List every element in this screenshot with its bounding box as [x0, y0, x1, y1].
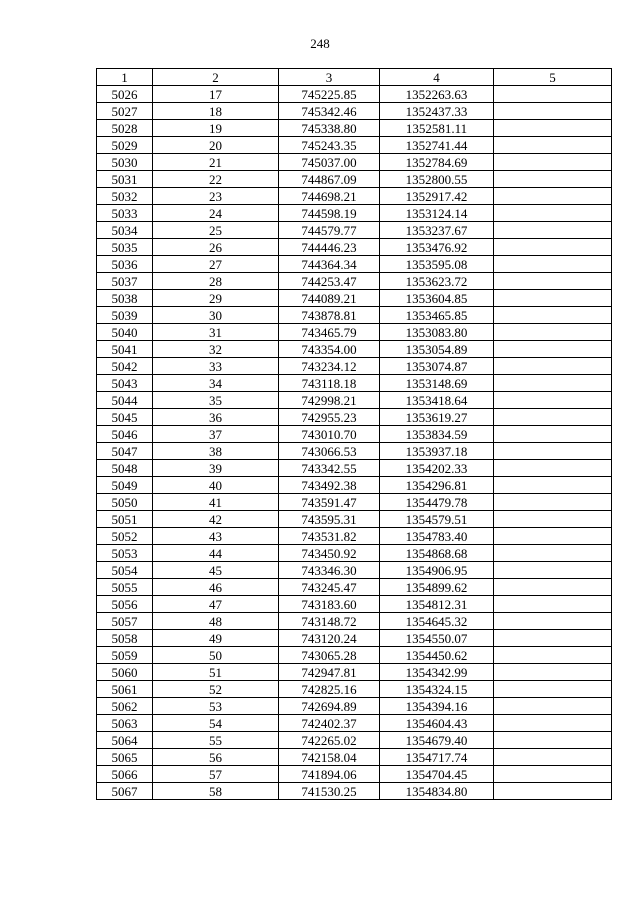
table-cell: 49 — [153, 630, 279, 647]
coordinates-table — [96, 68, 612, 800]
table-cell — [494, 222, 612, 239]
table-cell: 5057 — [97, 613, 153, 630]
table-cell: 1354812.31 — [380, 596, 494, 613]
table-row — [97, 562, 612, 579]
table-cell: 1354679.40 — [380, 732, 494, 749]
table-cell: 1353074.87 — [380, 358, 494, 375]
table-row — [97, 511, 612, 528]
table-cell: 45 — [153, 562, 279, 579]
table-row — [97, 698, 612, 715]
table-cell: 52 — [153, 681, 279, 698]
table-cell: 54 — [153, 715, 279, 732]
table-cell: 1354834.80 — [380, 783, 494, 800]
table-row — [97, 392, 612, 409]
table-cell: 742694.89 — [279, 698, 380, 715]
table-row — [97, 188, 612, 205]
table-cell — [494, 290, 612, 307]
table-cell: 1353418.64 — [380, 392, 494, 409]
table-cell: 1354899.62 — [380, 579, 494, 596]
table-row — [97, 783, 612, 800]
table-row — [97, 647, 612, 664]
table-cell: 5064 — [97, 732, 153, 749]
table-cell: 743234.12 — [279, 358, 380, 375]
table-cell: 742265.02 — [279, 732, 380, 749]
table-cell: 743120.24 — [279, 630, 380, 647]
table-cell: 1352917.42 — [380, 188, 494, 205]
table-cell: 744579.77 — [279, 222, 380, 239]
table-cell — [494, 341, 612, 358]
table-row — [97, 426, 612, 443]
table-cell: 1354868.68 — [380, 545, 494, 562]
table-cell: 5054 — [97, 562, 153, 579]
table-cell: 5059 — [97, 647, 153, 664]
table-cell: 1353623.72 — [380, 273, 494, 290]
table-cell — [494, 409, 612, 426]
table-cell — [494, 579, 612, 596]
table-cell: 741894.06 — [279, 766, 380, 783]
table-cell: 5032 — [97, 188, 153, 205]
table-cell — [494, 324, 612, 341]
table-cell: 1354550.07 — [380, 630, 494, 647]
table-cell: 5048 — [97, 460, 153, 477]
table-row — [97, 613, 612, 630]
table-cell: 1353595.08 — [380, 256, 494, 273]
table-cell: 50 — [153, 647, 279, 664]
table-cell: 1354604.43 — [380, 715, 494, 732]
table-cell — [494, 698, 612, 715]
table-cell: 48 — [153, 613, 279, 630]
table-cell: 1353619.27 — [380, 409, 494, 426]
table-cell: 742402.37 — [279, 715, 380, 732]
table-row — [97, 171, 612, 188]
table-row — [97, 630, 612, 647]
table-cell: 21 — [153, 154, 279, 171]
table-row — [97, 222, 612, 239]
table-cell — [494, 205, 612, 222]
table-row — [97, 545, 612, 562]
table-cell — [494, 681, 612, 698]
table-cell: 742825.16 — [279, 681, 380, 698]
table-cell: 5042 — [97, 358, 153, 375]
table-cell: 1354296.81 — [380, 477, 494, 494]
table-cell — [494, 120, 612, 137]
table-cell: 18 — [153, 103, 279, 120]
table-cell: 1353148.69 — [380, 375, 494, 392]
table-cell: 743346.30 — [279, 562, 380, 579]
table-row — [97, 460, 612, 477]
table-cell: 743118.18 — [279, 375, 380, 392]
table-cell: 1352800.55 — [380, 171, 494, 188]
table-row — [97, 579, 612, 596]
table-cell: 36 — [153, 409, 279, 426]
table-header-row — [97, 69, 612, 86]
table-cell: 5036 — [97, 256, 153, 273]
table-row — [97, 681, 612, 698]
table-cell: 1354704.45 — [380, 766, 494, 783]
table-cell: 5047 — [97, 443, 153, 460]
table-cell: 53 — [153, 698, 279, 715]
table-row — [97, 664, 612, 681]
table-cell: 743066.53 — [279, 443, 380, 460]
table-row — [97, 749, 612, 766]
table-cell — [494, 494, 612, 511]
table-cell: 47 — [153, 596, 279, 613]
table-cell: 1354450.62 — [380, 647, 494, 664]
table-row — [97, 86, 612, 103]
table-cell: 30 — [153, 307, 279, 324]
table-row — [97, 494, 612, 511]
table-cell: 1354202.33 — [380, 460, 494, 477]
table-cell: 1353937.18 — [380, 443, 494, 460]
table-cell — [494, 392, 612, 409]
table-cell: 40 — [153, 477, 279, 494]
table-cell: 46 — [153, 579, 279, 596]
table-cell — [494, 307, 612, 324]
table-cell — [494, 664, 612, 681]
table-cell: 44 — [153, 545, 279, 562]
table-cell: 5035 — [97, 239, 153, 256]
table-cell: 57 — [153, 766, 279, 783]
table-cell: 55 — [153, 732, 279, 749]
table-cell: 742158.04 — [279, 749, 380, 766]
table-cell: 51 — [153, 664, 279, 681]
table-cell: 745342.46 — [279, 103, 380, 120]
table-cell: 41 — [153, 494, 279, 511]
table-cell: 5061 — [97, 681, 153, 698]
table-cell: 744698.21 — [279, 188, 380, 205]
table-cell: 27 — [153, 256, 279, 273]
table-cell: 745037.00 — [279, 154, 380, 171]
table-cell — [494, 562, 612, 579]
table-cell: 743342.55 — [279, 460, 380, 477]
table-cell — [494, 137, 612, 154]
table-row — [97, 375, 612, 392]
table-row — [97, 715, 612, 732]
table-cell: 43 — [153, 528, 279, 545]
table-cell: 1353054.89 — [380, 341, 494, 358]
table-cell: 5050 — [97, 494, 153, 511]
table-cell: 24 — [153, 205, 279, 222]
table-cell — [494, 749, 612, 766]
table-cell: 742998.21 — [279, 392, 380, 409]
table-cell: 743010.70 — [279, 426, 380, 443]
table-cell: 5063 — [97, 715, 153, 732]
table-cell: 5038 — [97, 290, 153, 307]
table-cell: 1353237.67 — [380, 222, 494, 239]
column-header: 2 — [153, 69, 279, 86]
table-cell: 745225.85 — [279, 86, 380, 103]
table-cell: 743245.47 — [279, 579, 380, 596]
table-cell: 5041 — [97, 341, 153, 358]
table-cell: 5060 — [97, 664, 153, 681]
table-row — [97, 256, 612, 273]
table-cell — [494, 103, 612, 120]
table-cell: 1354324.15 — [380, 681, 494, 698]
table-cell: 743465.79 — [279, 324, 380, 341]
table-cell: 743354.00 — [279, 341, 380, 358]
table-row — [97, 103, 612, 120]
table-cell — [494, 358, 612, 375]
table-cell — [494, 426, 612, 443]
table-cell: 5045 — [97, 409, 153, 426]
table-cell: 1354579.51 — [380, 511, 494, 528]
table-row — [97, 766, 612, 783]
table-cell: 1354479.78 — [380, 494, 494, 511]
table-cell: 22 — [153, 171, 279, 188]
table-cell: 743595.31 — [279, 511, 380, 528]
column-header: 4 — [380, 69, 494, 86]
table-cell: 5033 — [97, 205, 153, 222]
table-cell — [494, 154, 612, 171]
table-cell: 744446.23 — [279, 239, 380, 256]
table-cell — [494, 596, 612, 613]
table-cell: 744867.09 — [279, 171, 380, 188]
table-cell — [494, 239, 612, 256]
table-row — [97, 528, 612, 545]
table-row — [97, 732, 612, 749]
table-cell: 743878.81 — [279, 307, 380, 324]
table-cell: 35 — [153, 392, 279, 409]
table-cell: 744089.21 — [279, 290, 380, 307]
table-cell — [494, 188, 612, 205]
table-row — [97, 324, 612, 341]
table-cell: 25 — [153, 222, 279, 239]
table-cell: 5037 — [97, 273, 153, 290]
table-cell: 5055 — [97, 579, 153, 596]
table-cell — [494, 766, 612, 783]
table-cell — [494, 545, 612, 562]
table-cell: 744253.47 — [279, 273, 380, 290]
table-cell — [494, 630, 612, 647]
table-cell: 5043 — [97, 375, 153, 392]
table-cell: 5052 — [97, 528, 153, 545]
table-cell — [494, 613, 612, 630]
table-cell: 5065 — [97, 749, 153, 766]
table-row — [97, 239, 612, 256]
table-row — [97, 341, 612, 358]
table-cell: 5039 — [97, 307, 153, 324]
table-cell: 31 — [153, 324, 279, 341]
table-cell: 1353476.92 — [380, 239, 494, 256]
table-cell: 1352437.33 — [380, 103, 494, 120]
table-cell: 5053 — [97, 545, 153, 562]
table-cell: 5058 — [97, 630, 153, 647]
table-cell: 1353834.59 — [380, 426, 494, 443]
table-cell: 56 — [153, 749, 279, 766]
table-cell: 1352581.11 — [380, 120, 494, 137]
table-cell: 1354342.99 — [380, 664, 494, 681]
table-cell: 1353465.85 — [380, 307, 494, 324]
table-cell: 1352784.69 — [380, 154, 494, 171]
column-header: 1 — [97, 69, 153, 86]
table-cell — [494, 528, 612, 545]
table-cell: 744364.34 — [279, 256, 380, 273]
table-cell — [494, 647, 612, 664]
table-cell: 1352263.63 — [380, 86, 494, 103]
table-cell — [494, 477, 612, 494]
table-cell — [494, 443, 612, 460]
table-cell: 743450.92 — [279, 545, 380, 562]
table-row — [97, 307, 612, 324]
table-cell — [494, 273, 612, 290]
table-body — [97, 86, 612, 800]
table-cell — [494, 715, 612, 732]
table-cell: 5026 — [97, 86, 153, 103]
table-cell — [494, 511, 612, 528]
table-cell: 5051 — [97, 511, 153, 528]
table-cell: 5029 — [97, 137, 153, 154]
table-row — [97, 477, 612, 494]
table-row — [97, 409, 612, 426]
table-row — [97, 154, 612, 171]
table-cell: 5034 — [97, 222, 153, 239]
table-row — [97, 273, 612, 290]
table-cell: 5062 — [97, 698, 153, 715]
table-cell: 745243.35 — [279, 137, 380, 154]
table-cell: 744598.19 — [279, 205, 380, 222]
table-row — [97, 205, 612, 222]
table-cell: 23 — [153, 188, 279, 205]
table-cell — [494, 171, 612, 188]
table-cell — [494, 256, 612, 273]
table-cell: 38 — [153, 443, 279, 460]
table-cell: 1354783.40 — [380, 528, 494, 545]
table-cell: 1354645.32 — [380, 613, 494, 630]
table-row — [97, 120, 612, 137]
table-cell: 19 — [153, 120, 279, 137]
table-cell: 29 — [153, 290, 279, 307]
column-header: 3 — [279, 69, 380, 86]
table-cell: 34 — [153, 375, 279, 392]
table-cell: 743591.47 — [279, 494, 380, 511]
table-cell: 745338.80 — [279, 120, 380, 137]
table-row — [97, 137, 612, 154]
table-cell — [494, 783, 612, 800]
table-cell: 1354717.74 — [380, 749, 494, 766]
table-cell: 1353083.80 — [380, 324, 494, 341]
table-cell: 743065.28 — [279, 647, 380, 664]
table-cell: 5046 — [97, 426, 153, 443]
table-cell: 5067 — [97, 783, 153, 800]
table-row — [97, 443, 612, 460]
table-cell: 5040 — [97, 324, 153, 341]
table-cell: 742947.81 — [279, 664, 380, 681]
table-cell: 743492.38 — [279, 477, 380, 494]
table-cell: 33 — [153, 358, 279, 375]
table-cell: 32 — [153, 341, 279, 358]
table-cell: 1354394.16 — [380, 698, 494, 715]
table-cell: 20 — [153, 137, 279, 154]
table-cell: 5049 — [97, 477, 153, 494]
table-cell — [494, 86, 612, 103]
table-cell: 1353124.14 — [380, 205, 494, 222]
table-cell: 743531.82 — [279, 528, 380, 545]
table-cell — [494, 375, 612, 392]
table-cell: 58 — [153, 783, 279, 800]
table-cell: 5066 — [97, 766, 153, 783]
table-cell: 741530.25 — [279, 783, 380, 800]
table-cell: 743183.60 — [279, 596, 380, 613]
column-header: 5 — [494, 69, 612, 86]
table-cell: 1354906.95 — [380, 562, 494, 579]
table-cell: 42 — [153, 511, 279, 528]
table-cell — [494, 460, 612, 477]
table-cell: 5028 — [97, 120, 153, 137]
table-cell: 1352741.44 — [380, 137, 494, 154]
table-row — [97, 596, 612, 613]
table-cell — [494, 732, 612, 749]
table-cell: 37 — [153, 426, 279, 443]
table-cell: 5056 — [97, 596, 153, 613]
table-row — [97, 358, 612, 375]
table-cell: 1353604.85 — [380, 290, 494, 307]
table-cell: 28 — [153, 273, 279, 290]
table-cell: 5027 — [97, 103, 153, 120]
table-cell: 5044 — [97, 392, 153, 409]
table-cell: 17 — [153, 86, 279, 103]
table-cell: 743148.72 — [279, 613, 380, 630]
table-row — [97, 290, 612, 307]
table-cell: 5030 — [97, 154, 153, 171]
table-cell: 39 — [153, 460, 279, 477]
table-cell: 742955.23 — [279, 409, 380, 426]
table-cell: 5031 — [97, 171, 153, 188]
page-number: 248 — [310, 36, 330, 51]
table-cell: 26 — [153, 239, 279, 256]
